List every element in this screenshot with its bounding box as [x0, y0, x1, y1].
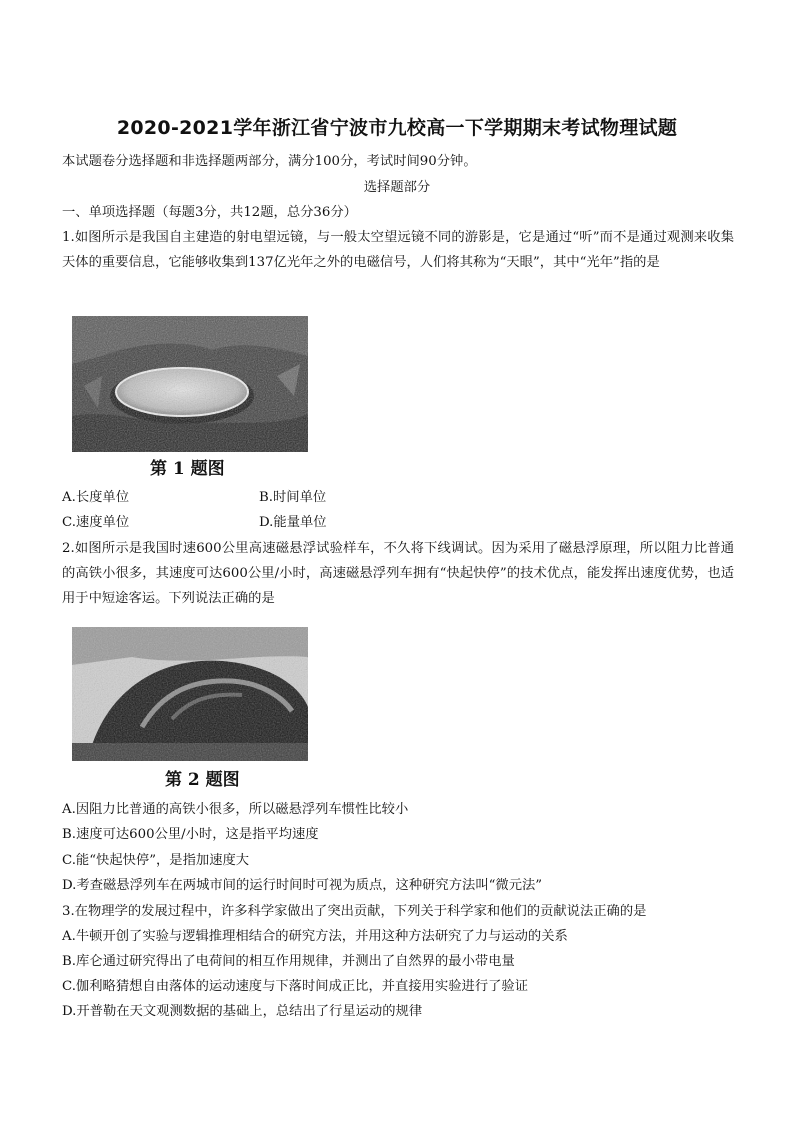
question-3-option-d: D.开普勒在天文观测数据的基础上，总结出了行星运动的规律: [62, 1004, 423, 1019]
question-2-option-b: B.速度可达600公里/小时，这是指平均速度: [62, 827, 319, 842]
question-3-option-a: A.牛顿开创了实验与逻辑推理相结合的研究方法，并用这种方法研究了力与运动的关系: [62, 929, 568, 944]
part-heading: 一、单项选择题（每题3分，共12题，总分36分）: [62, 205, 357, 220]
section-heading: 选择题部分: [363, 180, 431, 195]
question-2-stem: 2.如图所示是我国时速600公里高速磁悬浮试验样车，不久将下线调试。因为采用了磁悬浮原理，所以阻力比普通的高铁小很多，其速度可达600公里/小时，高速磁悬浮列车拥有“快起快停”的技术优点，能发挥出速度优势，也适用于中短途客运。下列说法正确的是: [62, 541, 734, 606]
question-3-option-c: C.伽利略猜想自由落体的运动速度与下落时间成正比，并直接用实验进行了验证: [62, 979, 529, 994]
question-2-option-d: D.考查磁悬浮列车在两城市间的运行时间时可视为质点，这种研究方法叫“微元法”: [62, 878, 543, 893]
question-3-option-b: B.库仑通过研究得出了电荷间的相互作用规律，并测出了自然界的最小带电量: [62, 954, 515, 969]
figure-2-caption: 第 2 题图: [165, 770, 240, 790]
figure-1-caption: 第 1 题图: [150, 459, 225, 479]
question-1-option-a: A.长度单位: [62, 490, 130, 505]
question-2-option-c: C.能“快起快停”，是指加速度大: [62, 853, 250, 868]
figure-2-maglev-train-photo: [72, 627, 308, 761]
question-1-option-c: C.速度单位: [62, 515, 130, 530]
intro-text: 本试题卷分选择题和非选择题两部分，满分100分，考试时间90分钟。: [62, 154, 477, 169]
page-title: 2020-2021学年浙江省宁波市九校高一下学期期末考试物理试题: [116, 117, 678, 139]
question-3-stem: 3.在物理学的发展过程中，许多科学家做出了突出贡献，下列关于科学家和他们的贡献说法正确的是: [62, 904, 647, 919]
question-1-option-d: D.能量单位: [259, 515, 327, 530]
question-1-stem: 1.如图所示是我国自主建造的射电望远镜，与一般太空望远镜不同的游影是，它是通过“听”而不是通过观测来收集天体的重要信息，它能够收集到137亿光年之外的电磁信号，人们将其称为“天眼”，其中“光年”指的是: [62, 230, 734, 270]
question-2-option-a: A.因阻力比普通的高铁小很多，所以磁悬浮列车惯性比较小: [62, 802, 409, 817]
figure-1-telescope-photo: [72, 316, 308, 452]
question-1-option-b: B.时间单位: [259, 490, 327, 505]
